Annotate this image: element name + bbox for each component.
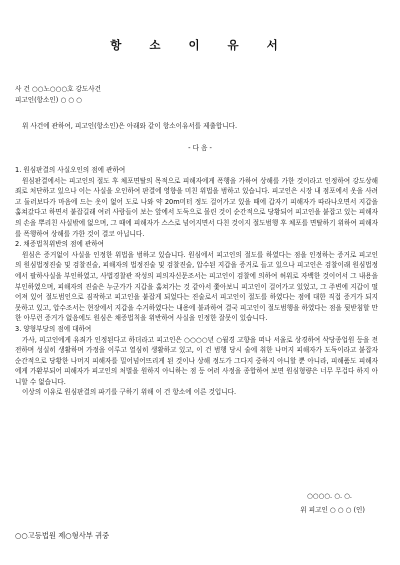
section-heading-fact-error: 1. 원심판결의 사실오인의 점에 관하여 — [15, 166, 126, 174]
below-marker: - 다 음 - — [188, 144, 212, 152]
section-heading-evidence-rule: 2. 채증법칙위반의 점에 관하여 — [15, 240, 105, 249]
section-body-sentencing: 가사, 피고인에게 유죄가 인정된다고 하더라고 피고인은 ○○○○년 ○월경 고향을 떠나 서울로 상경하여 삭당종업원 등을 전전하며 성실히 생활하며 가정을 이루고 열심히 생활하고 있고, 이 건 범행 당시 술에 취한 나머지 피해자가 도둑이라고 붙잡자 순간적으로 당황한 나머지 피해자를 밀어넘어뜨리게 된 것이나 상해 정도가 그다지 중하지 아니할 뿐 아니라, 피해품도 피해자에게 가환부되어 피해자가 피고인의 처벌을 원하지 아니하는 점 등 여러 사정을 종합하여 보면 원심형량은 너무 무겁다 하지 아니할 수 없습니다. — [15, 335, 378, 386]
case-number: 사 건 ○○노○○○호 강도사건 — [15, 85, 102, 93]
document-title: 항 소 이 유 서 — [110, 38, 290, 52]
document-body — [15, 165, 378, 398]
closing-sentence: 이상의 이유로 원심판결의 파기를 구하기 위해 이 건 항소에 이른 것입니다. — [22, 388, 237, 397]
section-body-evidence-rule: 원심은 증거없이 사실을 인정한 위법을 범하고 있습니다. 원심에서 피고인의 절도를 하였다는 점을 인정하는 증거로 피고인의 원심법정진술 및 검찰진술, 피해자의 법정진술 및 검찰진술, 압수된 지갑을 증거로 들고 있으나 피고인은 검찰이래 원심법정에서 팔하사실을 부인하였고, 사법경찰관 작성의 피의자신문조서는 피고인이 검찰에 의하여 허위로 자백한 것이어서 그 내용을 부인하였으며, 피해자의 진술은 누군가가 지갑을 훔쳐가는 것 같아서 쫓아보니 피고인이 걸어가고 있었고, 그 주변에 지갑이 떨어져 있어 절도범인으로 짐작하고 피고인을 붙잡게 되었다는 진술로서 피고인이 절도를 하였다는 점에 대한 직접 증거가 되지 못하고 있고, 압수조서는 현장에서 지갑을 수거하였다는 내용에 불과하여 결국 피고인이 절도범행을 하였다는 점을 뒷받침할 만한 아무런 증거가 없음에도 원심은 채증법칙을 위반하여 사실을 인정한 잘못이 있습니다. — [15, 250, 378, 323]
section-heading-sentencing: 3. 양형부당의 점에 대하여 — [15, 324, 92, 333]
section-body-fact-error: 원심판결에서는 피고인의 절도 후 체포면탈의 목적으로 피해자에게 폭행을 가하여 상해를 가한 것이라고 인정하여 강도상해죄로 처단하고 있으나 이는 사실을 오인하여 판결에 영향을 미친 위법을 범하고 있습니다. 피고인은 시장 내 점포에서 옷을 사려고 둘러보다가 마음에 드는 옷이 없어 도로 나와 약 20m미터 정도 걸어가고 있을 때에 갑자기 피해자가 따라나오면서 지갑을 훔쳐갔다고 하면서 붙잡길래 여러 사람들이 보는 앞에서 도둑으로 몰린 것이 순간적으로 당황되어 피고인을 붙잡고 있는 피해자의 손을 뿌리친 사실밖에 없으며, 그 때에 피해자가 스스로 넘어지면서 다친 것이지 절도범행 후 체포를 면탈하기 위하여 피해자를 폭행하여 상해를 가한 것이 결코 아닙니다. — [15, 176, 378, 238]
filing-date: ○○○○. ○. ○. — [306, 492, 352, 500]
signature-line: 위 피고인 ○ ○ ○ (인) — [300, 506, 365, 514]
intro-sentence: 위 사건에 관하여, 피고인(항소인)은 아래와 같이 항소이유서를 제출합니다. — [22, 122, 238, 130]
case-info — [15, 84, 101, 105]
appellant-name: 피고인(항소인) ○ ○ ○ — [15, 95, 82, 104]
court-addressee: ○○고등법원 제○형사부 귀중 — [15, 531, 110, 540]
